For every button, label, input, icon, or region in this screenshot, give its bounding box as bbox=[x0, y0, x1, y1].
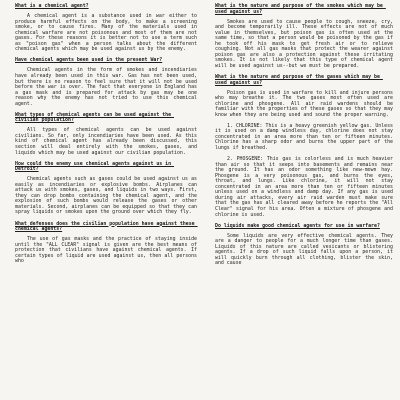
question-heading: What is the nature and purpose of the smokes which may be used against us? bbox=[215, 3, 386, 15]
right-column bbox=[215, 4, 393, 267]
question-heading: What is a chemical agent? bbox=[15, 3, 89, 9]
answer-paragraph: Chemical agents such as gases could be used against us as easily as incendiaries or explosive bombs. Airplanes can attack us with smokes, gases, and liquids in two ways. First, they can drop bombs containing the chemical agent, and the explosion of such bombs would release the gases or other materials. Second, airplanes can be equipped so that they can spray liquids or smokes upon the ground over which they fly. bbox=[15, 176, 197, 216]
question-heading: Have chemical agents been used in the present War? bbox=[15, 57, 163, 64]
question-heading: What types of chemical agents can be used against the civilian population? bbox=[15, 111, 175, 124]
answer-paragraph: The use of gas masks and the practice of staying inside until the "ALL CLEAR" signal is given are the best means of protection that civilians have against chemical agents. If certain types of liquid are used against us, then all persons who bbox=[15, 236, 197, 265]
text-columns bbox=[15, 4, 393, 267]
answer-paragraph: Poison gas is used in warfare to kill and injure persons who may breathe it. The two gases most often used are chlorine and phosgene. All air raid wardens should be familiar with the properties of these gases so that they may know when they are being used and sound the proper warning. bbox=[215, 89, 393, 118]
answer-paragraph: Some liquids are very effective chemical agents. They are a danger to people for a much longer time than gases. Liquids of this nature are called vesicants or blistering agents. If a drop of such liquid falls upon a person, it will quickly burn through all clothing, blister the skin, and cause bbox=[215, 232, 393, 267]
answer-paragraph-chlorine: 1. CHLORINE: This is a heavy greenish yellow gas. Unless it is used on a damp windless day, chlorine does not stay concentrated in an area more than ten or fifteen minutes. Chlorine has a sharp odor and burns the upper part of the lungs if breathed. bbox=[215, 122, 393, 152]
answer-paragraph-phosgene: 2. PHOSGENE: This gas is colorless and is much heavier than air so that it seeps into basements and remains near the ground. It has an odor something like new-mown hay. Phosgene is a very poisonous gas, and burns the eyes, throat, and lungs. Like chlorine, it will not stay concentrated in an area more than ten or fifteen minutes unless used on a windless and damp day. If any gas is used during air attacks, every air raid warden must make sure that the gas has all cleared away before he reports the "All Clear" signal for his area. Often a mixture of phosgene and chlorine is used. bbox=[215, 156, 393, 218]
answer-paragraph: All types of chemical agents can be used against civilians. So far, only incendiaries have been used. As this kind of chemical agent has already been discussed, this section will deal entirely with the smokes, gases, and liquids which may be used against our civilian population. bbox=[15, 127, 197, 156]
answer-paragraph: Smokes are used to cause people to cough, sneeze, cry, and become temporarily ill. These effects are not of much value in themselves, but poison gas is often used at the same time, so that a person would be poisoned by the gas if he took off his mask to get fresh air or to relieve coughing. Not all gas masks that protect the wearer against poison gas are also a protection against these irritating smokes. It is not likely that this type of chemical agent will be used against us--but we must be prepared. bbox=[215, 18, 393, 69]
answer-paragraph: Chemical agents in the form of smokes and incendiaries have already been used in this war. Gas has not been used, but there is no reason to feel sure that it will not be used before the war is over. The fact that everyone in England has a gas mask and is prepared for attack by gas may be one reason why the enemy has not tried to use this chemical agent. bbox=[15, 67, 197, 107]
question-heading: How could the enemy use chemical agents against us in Detroit? bbox=[15, 160, 175, 173]
question-heading: What defenses does the civilian population have against these chemical agents? bbox=[15, 220, 198, 233]
left-column bbox=[15, 4, 197, 265]
answer-paragraph: A chemical agent is a substance used in war either to produce harmful effects on the body, to make a screening smoke, or to cause fires. Many of the materials used in chemical warfare are not poisonous and most of them are not gases. For these reasons it is better not to use a term such as "poison gas" when a person talks about the different chemical agents which may be used against us by the enemy. bbox=[15, 13, 197, 53]
question-heading: Do liquids make good chemical agents for use in warfare? bbox=[215, 222, 380, 229]
question-heading: What is the nature and purpose of the gases which may be used against us? bbox=[215, 74, 383, 86]
